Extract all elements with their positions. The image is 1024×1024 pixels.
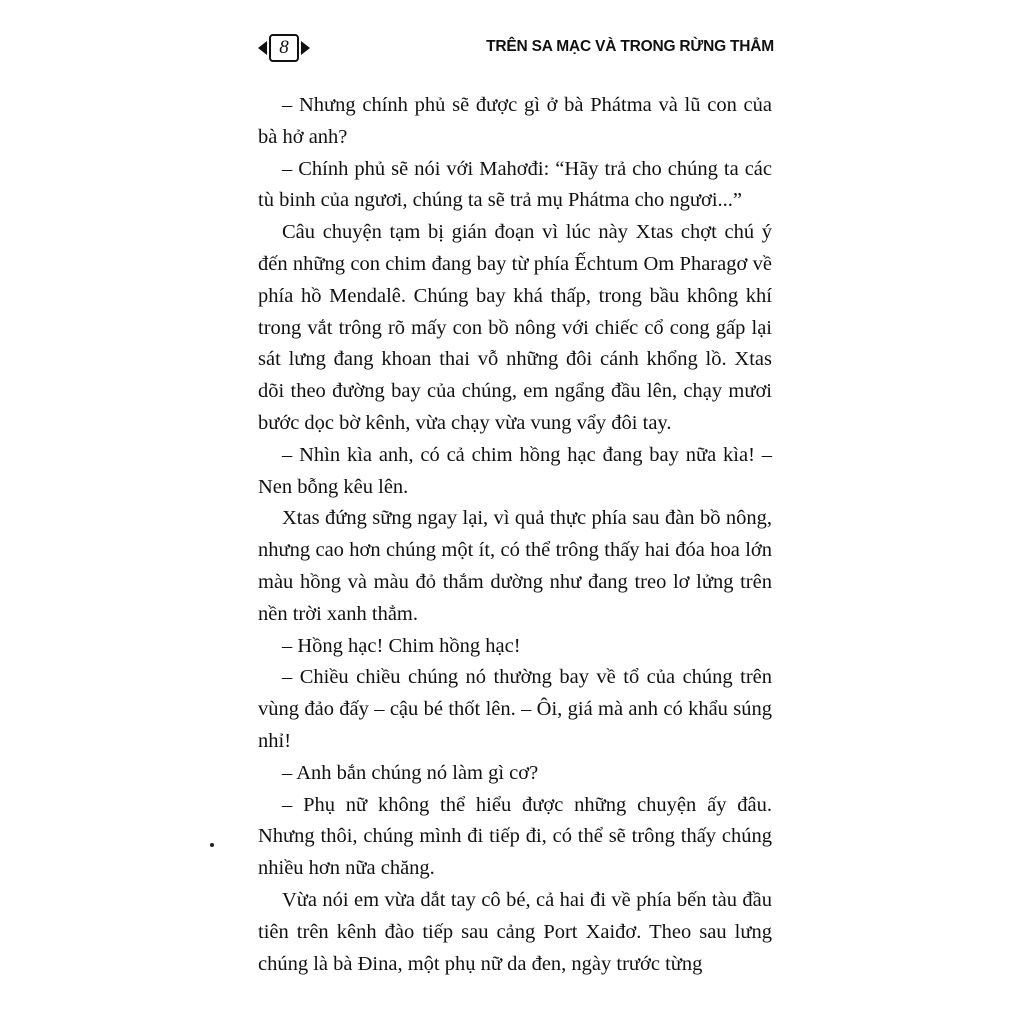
page-number-badge bbox=[258, 34, 310, 62]
paragraph: – Nhìn kìa anh, có cả chim hồng hạc đang bay nữa kìa! – Nen bỗng kêu lên. bbox=[258, 443, 772, 498]
paragraph: Vừa nói em vừa dắt tay cô bé, cả hai đi về phía bến tàu đầu tiên trên kênh đào tiếp sau cảng Port Xaiđơ. Theo sau lưng chúng là bà Đina, một phụ nữ da đen, ngày trước từng bbox=[258, 888, 772, 975]
paragraph: – Anh bắn chúng nó làm gì cơ? bbox=[282, 761, 539, 784]
scan-speck bbox=[210, 843, 214, 847]
page-header bbox=[258, 34, 774, 62]
paragraph: – Hồng hạc! Chim hồng hạc! bbox=[282, 634, 521, 657]
running-title: TRÊN SA MẠC VÀ TRONG RỪNG THẲM bbox=[486, 38, 774, 55]
paragraph: – Chính phủ sẽ nói với Mahơđi: “Hãy trả cho chúng ta các tù binh của ngươi, chúng ta sẽ trả mụ Phátma cho ngươi...” bbox=[258, 157, 772, 212]
paragraph: – Chiều chiều chúng nó thường bay về tổ của chúng trên vùng đảo đấy – cậu bé thốt lên. – Ôi, giá mà anh có khẩu súng nhỉ! bbox=[258, 666, 772, 752]
page-number: 8 bbox=[269, 34, 299, 62]
body-text bbox=[258, 90, 772, 980]
left-triangle-icon bbox=[258, 41, 267, 55]
paragraph: Xtas đứng sững ngay lại, vì quả thực phía sau đàn bồ nông, nhưng cao hơn chúng một ít, có thể trông thấy hai đóa hoa lớn màu hồng và màu đỏ thắm dường như đang treo lơ lửng trên nền trời xanh thẳm. bbox=[258, 507, 772, 625]
paragraph: Câu chuyện tạm bị gián đoạn vì lúc này Xtas chợt chú ý đến những con chim đang bay từ phía Ếchtum Om Pharagơ về phía hồ Mendalê. Chúng bay khá thấp, trong bầu không khí trong vắt trông rõ mấy con bồ nông với chiếc cổ cong gấp lại sát lưng đang khoan thai vỗ những đôi cánh khổng lồ. Xtas dõi theo đường bay của chúng, em ngẩng đầu lên, chạy mươi bước dọc bờ kênh, vừa chạy vừa vung vẩy đôi tay. bbox=[258, 221, 772, 434]
right-triangle-icon bbox=[301, 41, 310, 55]
paragraph: – Nhưng chính phủ sẽ được gì ở bà Phátma và lũ con của bà hở anh? bbox=[258, 94, 772, 148]
paragraph: – Phụ nữ không thể hiểu được những chuyện ấy đâu. Nhưng thôi, chúng mình đi tiếp đi, có thể sẽ trông thấy chúng nhiều hơn nữa chăng. bbox=[258, 793, 772, 880]
